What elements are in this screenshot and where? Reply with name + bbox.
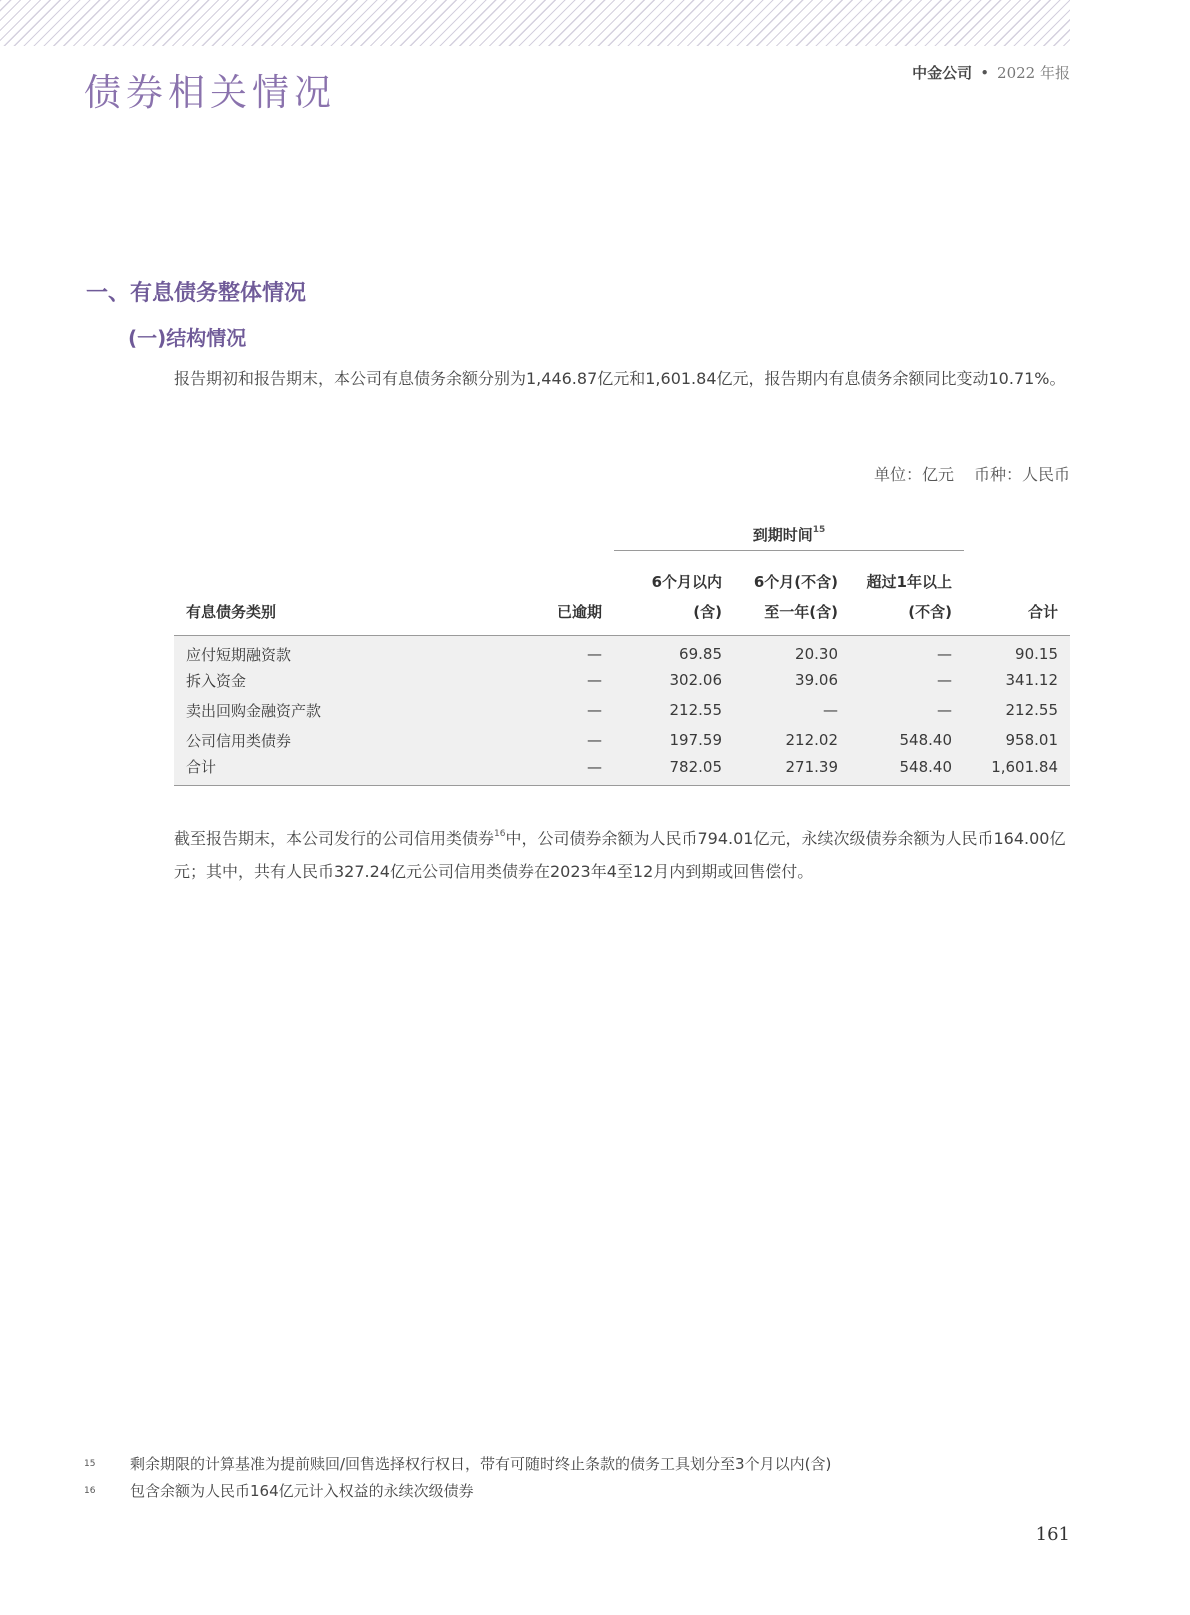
cell-total: 90.15 bbox=[1015, 645, 1058, 664]
row-category: 合计 bbox=[174, 755, 474, 785]
cell-overdue: — bbox=[587, 671, 602, 689]
table-group-header-row bbox=[174, 520, 1070, 550]
cell-over-1y: 548.40 bbox=[899, 731, 952, 749]
col-header-over-1y: 超过1年以上 (不含) bbox=[850, 550, 964, 635]
table-row bbox=[174, 695, 1070, 725]
section-subheading: (一)结构情况 bbox=[128, 326, 247, 350]
debt-table bbox=[174, 520, 1070, 786]
cell-overdue: — bbox=[474, 755, 614, 785]
company-name: 中金公司 bbox=[912, 64, 973, 82]
row-category: 拆入资金 bbox=[186, 671, 247, 690]
cell-total: 1,601.84 bbox=[964, 755, 1070, 785]
row-category: 卖出回购金融资产款 bbox=[186, 701, 322, 720]
cell-total: 958.01 bbox=[1005, 731, 1058, 749]
cell-within-6m: 197.59 bbox=[669, 731, 722, 749]
table-total-row bbox=[174, 755, 1070, 785]
cell-within-6m: 302.06 bbox=[669, 671, 722, 689]
cell-within-6m: 69.85 bbox=[679, 645, 722, 664]
table-header-row bbox=[174, 550, 1070, 635]
row-category: 公司信用类债券 bbox=[186, 731, 292, 750]
cell-total: 212.55 bbox=[1005, 701, 1058, 719]
decorative-hatch-band bbox=[0, 0, 1070, 46]
col-header-6m-to-1y: 6个月(不含) 至一年(含) bbox=[734, 550, 850, 635]
table-row bbox=[174, 635, 1070, 665]
col-header-category: 有息债务类别 bbox=[174, 550, 474, 635]
cell-6m-to-1y: 20.30 bbox=[795, 645, 838, 664]
footnote-number: 15 bbox=[84, 1458, 96, 1469]
row-category: 应付短期融资款 bbox=[186, 645, 292, 664]
cell-within-6m: 212.55 bbox=[669, 701, 722, 719]
cell-overdue: — bbox=[587, 645, 602, 664]
maturity-group-header: 到期时间$^{15}$ bbox=[614, 520, 964, 550]
currency-label: 币种：人民币 bbox=[973, 465, 1070, 484]
unit-label: 单位：亿元 bbox=[873, 465, 954, 484]
footnote-text: 剩余期限的计算基准为提前赎回/回售选择权行权日，带有可随时终止条款的债务工具划分至3个月以内(含) bbox=[130, 1455, 832, 1473]
report-year: 2022 年报 bbox=[997, 64, 1070, 82]
table-row bbox=[174, 725, 1070, 755]
report-label bbox=[912, 62, 1070, 83]
section-heading: 一、有息债务整体情况 bbox=[86, 281, 307, 306]
cell-over-1y: — bbox=[937, 671, 952, 689]
bullet-separator: • bbox=[980, 64, 990, 82]
footnote-ref-16: 16 bbox=[494, 829, 506, 839]
col-header-total: 合计 bbox=[964, 550, 1070, 635]
cell-overdue: — bbox=[587, 701, 602, 719]
page-title: 债券相关情况 bbox=[84, 71, 336, 114]
page-number: 161 bbox=[1035, 1524, 1070, 1545]
intro-paragraph: 报告期初和报告期末，本公司有息债务余额分别为1,446.87亿元和1,601.84亿元，报告期内有息债务余额同比变动10.71%。 bbox=[174, 369, 1066, 388]
cell-6m-to-1y: — bbox=[823, 701, 838, 719]
cell-6m-to-1y: 271.39 bbox=[734, 755, 850, 785]
cell-overdue: — bbox=[587, 731, 602, 749]
cell-over-1y: — bbox=[937, 645, 952, 664]
bond-paragraph: 截至报告期末，本公司发行的公司信用类债券$^{16}$中，公司债券余额为人民币794.01亿元，永续次级债券余额为人民币164.00亿元；其中，共有人民币327.24亿元公司信用类债券在2023年4至12月内到期或回售偿付。 bbox=[174, 829, 1066, 881]
unit-note bbox=[874, 462, 1070, 485]
cell-over-1y: 548.40 bbox=[850, 755, 964, 785]
cell-within-6m: 782.05 bbox=[614, 755, 734, 785]
cell-6m-to-1y: 39.06 bbox=[795, 671, 838, 689]
cell-6m-to-1y: 212.02 bbox=[785, 731, 838, 749]
table-row bbox=[174, 665, 1070, 695]
col-header-overdue: 已逾期 bbox=[474, 550, 614, 635]
col-header-within-6m: 6个月以内 (含) bbox=[614, 550, 734, 635]
cell-total: 341.12 bbox=[1005, 671, 1058, 689]
footnote-item bbox=[84, 1477, 831, 1504]
footnotes bbox=[84, 1450, 831, 1504]
footnote-number: 16 bbox=[84, 1485, 96, 1496]
footnote-text: 包含余额为人民币164亿元计入权益的永续次级债券 bbox=[130, 1482, 474, 1500]
footnote-item bbox=[84, 1450, 831, 1477]
cell-over-1y: — bbox=[937, 701, 952, 719]
footnote-ref-15: 15 bbox=[812, 525, 826, 536]
